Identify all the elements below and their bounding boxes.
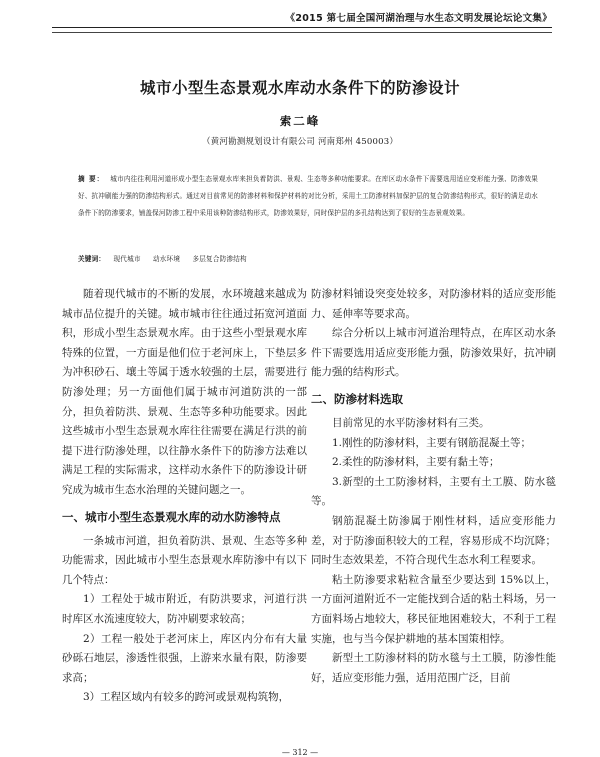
keyword: 多层复合防渗结构	[192, 255, 247, 263]
section-heading-2: 二、防渗材料选取	[311, 391, 403, 406]
keywords-label: 关键词：	[78, 255, 106, 263]
list-item: 2.柔性的防渗材料，主要有黏土等；	[332, 456, 500, 469]
paragraph: 防渗材料铺设突变处较多，对防渗材料的适应变形能力、延伸率等要求高。	[311, 288, 556, 320]
paragraph: 综合分析以上城市河道治理特点，在库区动水条件下需要选用适应变形能力强，防渗效果好，抗冲刷能力强的结构形式。	[311, 327, 556, 379]
keywords	[78, 253, 538, 263]
right-column	[311, 285, 556, 688]
paragraph: 新型土工防渗材料的防水毯与土工膜，防渗性能好，适应变形能力强，适用范围广泛，目前	[311, 652, 556, 684]
paragraph: 粘土防渗要求粘粒含量至少要达到 15%以上，一方面河道附近不一定能找到合适的粘土料场，另一方面料场占地较大，移民征地困难较大，不利于工程实施，也与当今保护耕地的基本国策相悖。	[311, 573, 556, 645]
list-item: 3.新型的土工防渗材料，主要有土工膜、防水毯等。	[311, 475, 556, 508]
abstract-text: 城市内往往利用河道形成小型生态景观水库来担负着防洪、景观、生态等多种功能要求。在库区动水条件下需要选用适应变形能力强、防渗效果好、抗冲刷能力强的防渗结构形式。通过对目前常见的防渗材料和保护材料的对比分析，采用土工防渗材料加保护层的复合防渗结构形式，很好的满足动水条件下的防渗要求，铺盖保河防渗工程中采用该种防渗结构形式，防渗效果好，同时保护层的多孔结构达到了很好的生态景观效果。	[78, 175, 538, 217]
keyword: 现代城市	[113, 255, 141, 263]
paragraph: 随着现代城市的不断的发展，水环境越来越成为城市品位提升的关键。城市城市往往通过拓宽河道面积，形成小型生态景观水库。由于这些小型景观水库特殊的位置，一方面是他们位于老河床上，下垫层多为冲积砂石、壤土等属于透水较强的土层，需要进行防渗处理；另一方面他们属于城市河道防洪的一部分，担负着防洪、景观、生态等多种功能要求。因此这些城市小型生态景观水库往往需要在满足行洪的前提下进行防渗处理，以往静水条件下的防渗方法难以满足工程的实际需求，这样动水条件下的防渗设计研究成为城市生态水治理的关键问题之一。	[62, 288, 307, 496]
paper-title: 城市小型生态景观水库动水条件下的防渗设计	[139, 79, 460, 97]
list-item: 3）工程区域内有较多的跨河或景观构筑物，	[83, 691, 290, 704]
paragraph: 目前常见的水平防渗材料有三类。	[332, 416, 490, 429]
paragraph: 一条城市河道，担负着防洪、景观、生态等多种功能需求，因此城市小型生态景观水库防渗中有以下几个特点：	[62, 534, 307, 586]
section-heading-1: 一、城市小型生态景观水库的动水防渗特点	[62, 509, 281, 524]
keyword: 动水环境	[152, 255, 181, 263]
author-name: 索二峰	[279, 114, 321, 128]
list-item: 1）工程处于城市附近，有防洪要求，河道行洪时库区水流速度较大，防冲刷要求较高；	[62, 593, 307, 625]
abstract-label: 摘 要：	[78, 175, 105, 183]
paragraph: 钢筋混凝土防渗属于刚性材料，适应变形能力差，对于防渗面积较大的工程，容易形成不均沉降；同时生态效果差，不符合现代生态水利工程要求。	[311, 514, 556, 567]
page-number: — 312 —	[281, 748, 319, 757]
author-affiliation: （黄河勘测规划设计有限公司 河南郑州 450003）	[201, 137, 399, 147]
list-item: 1.刚性的防渗材料，主要有钢筋混凝土等；	[332, 436, 532, 449]
abstract	[78, 171, 538, 222]
list-item: 2）工程一般处于老河床上，库区内分布有大量砂砾石地层，渗透性很强，上游来水量有限，防渗要求高；	[62, 632, 307, 684]
running-header: 《2015 第七届全国河湖治理与水生态文明发展论坛论文集》	[52, 10, 552, 28]
left-column	[62, 285, 307, 708]
header-rule	[52, 32, 552, 33]
